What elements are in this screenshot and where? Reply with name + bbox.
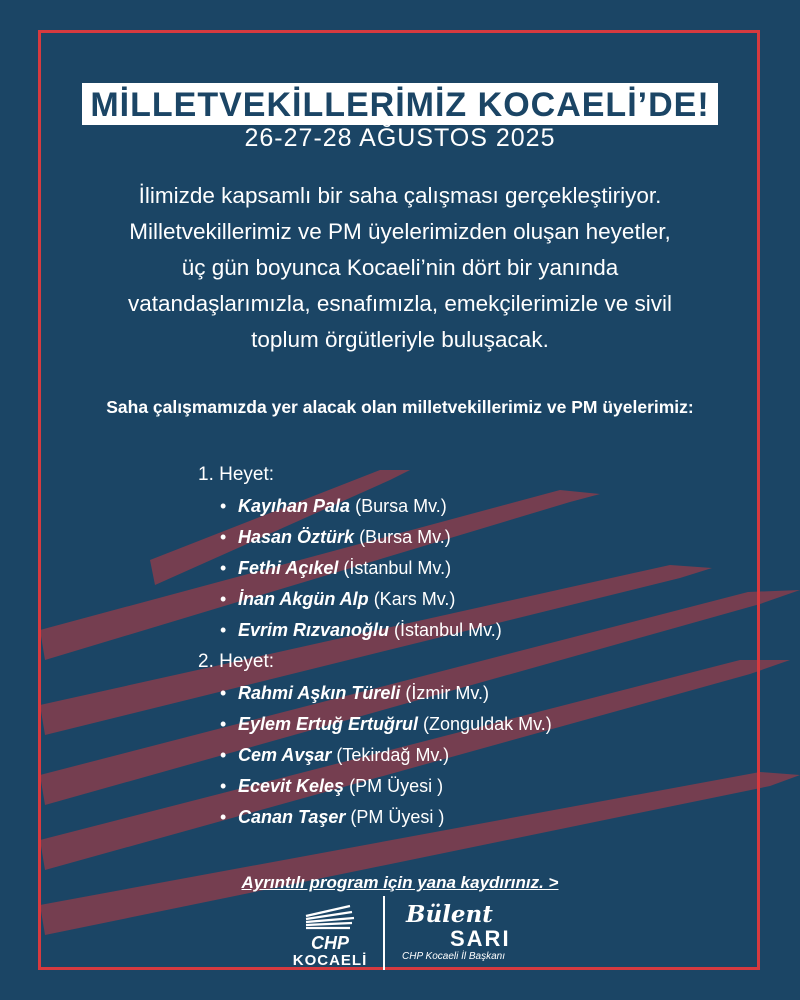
intro-line: üç gün boyunca Kocaeli’nin dört bir yanında — [181, 255, 619, 280]
intro-line: Milletvekillerimiz ve PM üyelerimizden oluşan heyetler, — [129, 219, 671, 244]
list-item — [198, 711, 738, 737]
list-item — [198, 804, 738, 830]
subheading: Saha çalışmamızda yer alacak olan milletvekillerimiz ve PM üyelerimiz: — [106, 397, 694, 417]
chp-kocaeli-logo — [290, 898, 370, 970]
member-name: Cem Avşar — [238, 745, 332, 765]
list-item — [198, 773, 738, 799]
group-title: 2. Heyet: — [198, 651, 275, 672]
member-role: (Bursa Mv.) — [355, 496, 447, 516]
logo-divider — [383, 896, 385, 970]
list-item — [198, 742, 738, 768]
signature-block — [398, 902, 538, 972]
member-role: (PM Üyesi ) — [349, 776, 444, 796]
list-item — [198, 524, 738, 550]
member-role: (Zonguldak Mv.) — [423, 714, 552, 734]
member-name: Fethi Açıkel — [238, 558, 339, 578]
list-item — [198, 586, 738, 612]
member-name: Rahmi Aşkın Türeli — [238, 683, 401, 703]
list-item — [198, 617, 738, 643]
member-name: Ecevit Keleş — [238, 776, 345, 796]
delegation-list — [198, 462, 738, 835]
signature-last-name: SARI — [450, 926, 511, 951]
intro-line: İlimizde kapsamlı bir saha çalışması gerçekleştiriyor. — [138, 183, 662, 208]
party-name: CHP — [310, 933, 349, 953]
member-role: (Bursa Mv.) — [359, 527, 451, 547]
list-item — [198, 555, 738, 581]
member-role: (PM Üyesi ) — [350, 807, 445, 827]
group-2 — [198, 649, 738, 830]
member-name: Eylem Ertuğ Ertuğrul — [238, 714, 419, 734]
member-role: (İstanbul Mv.) — [343, 558, 452, 578]
member-role: (Tekirdağ Mv.) — [336, 745, 450, 765]
list-item — [198, 680, 738, 706]
intro-line: vatandaşlarımızla, esnafımızla, emekçilerimizle ve sivil — [128, 291, 672, 316]
group-1 — [198, 462, 738, 643]
six-arrows-icon — [304, 902, 356, 932]
event-date: 26-27-28 AĞUSTOS 2025 — [244, 124, 556, 152]
member-name: Evrim Rızvanoğlu — [238, 620, 390, 640]
group-title: 1. Heyet: — [198, 464, 275, 485]
member-name: Canan Taşer — [238, 807, 346, 827]
member-role: (İzmir Mv.) — [405, 683, 490, 703]
member-name: İnan Akgün Alp — [238, 589, 369, 609]
intro-paragraph — [60, 178, 740, 358]
signature-role: CHP Kocaeli İl Başkanı — [402, 951, 506, 962]
swipe-for-details-link[interactable]: Ayrıntılı program için yana kaydırınız. > — [241, 873, 559, 892]
city-name: KOCAELİ — [292, 952, 368, 969]
member-role: (Kars Mv.) — [373, 589, 456, 609]
intro-line: toplum örgütleriyle buluşacak. — [251, 327, 549, 352]
member-role: (İstanbul Mv.) — [394, 620, 502, 640]
title-container — [0, 83, 800, 125]
member-name: Kayıhan Pala — [238, 496, 351, 516]
member-name: Hasan Öztürk — [238, 527, 355, 547]
page-title: MİLLETVEKİLLERİMİZ KOCAELİ’DE! — [82, 83, 717, 125]
list-item — [198, 493, 738, 519]
signature-first-name: Bülent — [406, 901, 493, 928]
